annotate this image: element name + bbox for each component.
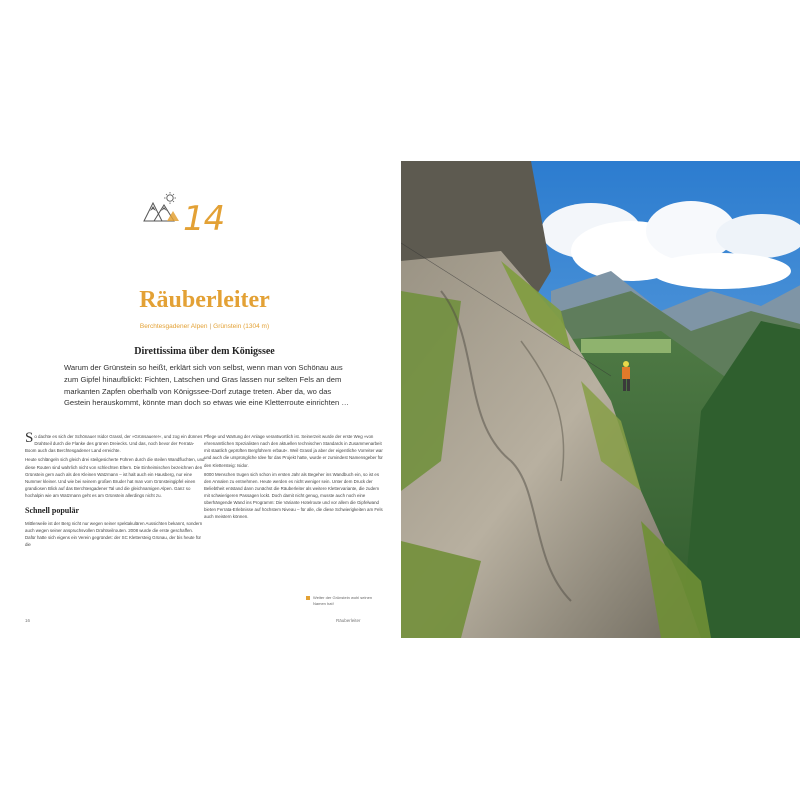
paragraph: Pflege und Wartung der Anlage verantwortlich ist. Seinerzeit wurde der erste Weg »von ehrenamtlichen Spezialisten nach den aktuellen technischen Standards in Zusammenarbeit mit staatlich geprüften Bergführern erbaut«. Weil Grassl ja aber der eigentliche Vorreiter war und auch die ursprüngliche Idee für das Projekt hatte, wurde er zumindest Namensgeber für den Klettersteig: Isidor. [204,434,383,468]
caption-marker-icon [306,596,310,600]
mountain-sun-icon [140,191,182,225]
separator: | [209,323,212,330]
running-title: Räuberleiter [336,618,361,623]
book-spread [8,161,800,638]
drop-cap: S [25,430,34,446]
mountain-landscape-image [401,161,800,638]
paragraph [25,430,205,454]
intro-paragraph: Warum der Grünstein so heißt, erklärt sich von selbst, wenn man von Schönau aus zum Gipfel hinaufblickt: Fichten, Latschen und Gras lassen nur selten Fels an dem markanten Zapfen oberhalb von Königssee-Dorf zutage treten. Aber da, wo das Gestein herauskommt, könnte man doch so etwas wie eine Kletterroute einrichten … [64,363,349,408]
left-page [8,161,401,638]
text-column-right [204,433,384,523]
paragraph: Mittlerweile ist der Berg nicht nur wegen seiner spektakulären Aussichten bekannt, sondern auch wegen seiner anspruchsvollen Drahtseilrouten. 2008 wurde die erste geschaffen. Dafür hatte sich eigens ein Verein gegründet: der SC Klettersteig Grünau, der bis heute für die [25,521,203,548]
subheading: Schnell populär [25,506,80,516]
region-label: Berchtesgadener Alpen [139,323,208,330]
page-title: Räuberleiter [139,287,270,313]
tour-number: 14 [183,199,225,239]
section-heading: Direttissima über dem Königssee [134,346,275,357]
paragraph: Heute schlängeln sich gleich drei steilgesicherte Führen durch die steilen Wandfluchten, und diese Routen sind wahrlich nicht von schlechten Eltern. Die Einheimischen bezeichnen den Grünstein gern auch als den Kleinen Watzmann – ist halt auch ein Hausberg, nur eine Nummer kleiner. Und wie bei seinem großen Bruder hat man vom Grünsteingipfel einen grandiosen Blick auf das Berchtesgadener Tal und die gleichnamigen Alpen. Ganz so hochalpin wie am Watzmann geht es am Grünstein allerdings nicht zu. [25,457,205,498]
peak-label: Grünstein (1304 m) [213,323,270,330]
photo-caption: Weiter der Grünstein wohl seinen Namen hat! [313,595,373,606]
climber-photo [401,161,800,638]
location-line [8,323,401,330]
text-column-left [25,430,205,551]
page-number: 16 [25,618,31,623]
paragraph: 8000 Menschen trugen sich schon im ersten Jahr als Begeher ins Wandbuch ein, so ist es den Annalen zu entnehmen. Heute werden es nicht weniger sein. Unter dem Druck der Beliebtheit entstand dann zunächst die Räuberleiter als weitere Klettervariante, die zudem mit schwierigeren Passagen lockt. Doch damit nicht genug, musste auch noch eine überhängende Wand ins Programm: Die Variante Hotelroute und vor allem die Gipfelwand bieten Ferrata-Erlebnisse auf höchstem Niveau – für alle, die diese Schwierigkeiten am Fels auch meistern können. [204,471,383,520]
paragraph-text: o dachte es sich der Schönauer Isidor Grassl, der »Grünsauerer«, und zog ein dünnes Drahtseil durch die Flanke des grünen Dreiecks. Und das, noch bevor der Ferrata-Boom auch das Berchtesgadener Land erreichte. [25,434,203,454]
